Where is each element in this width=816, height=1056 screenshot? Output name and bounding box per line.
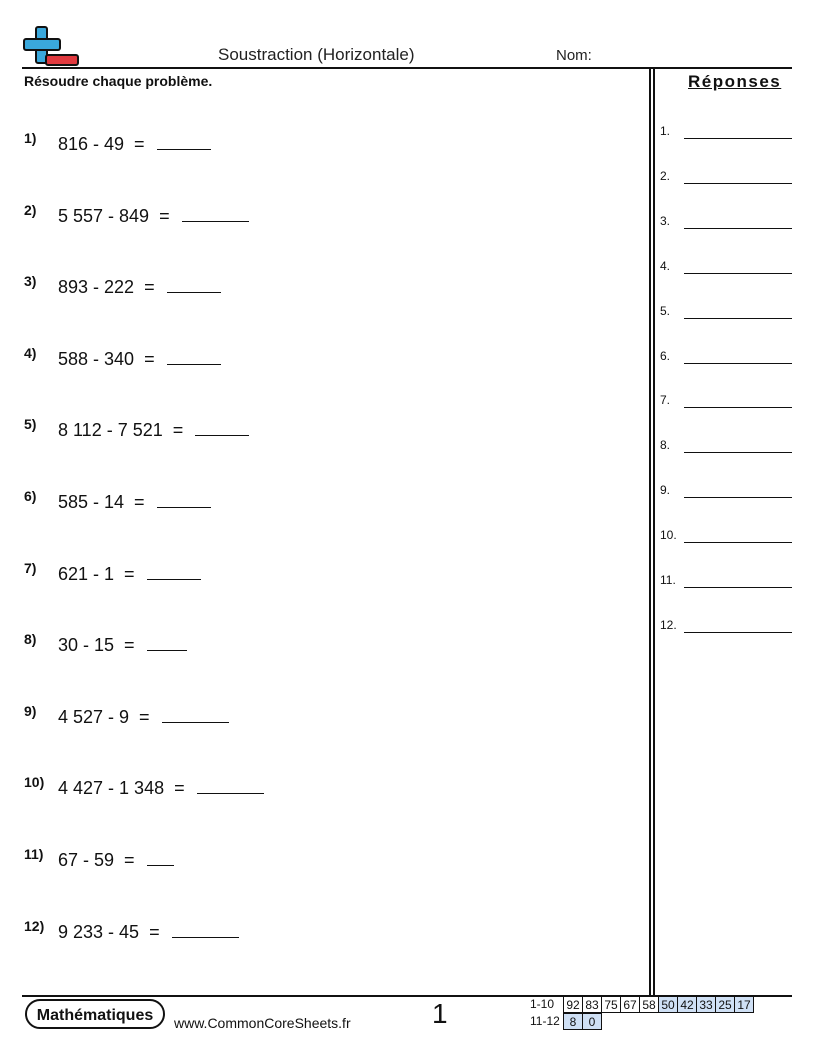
answer-line[interactable] bbox=[684, 542, 792, 543]
answer-label: 1. bbox=[660, 124, 671, 138]
answer-label: 3. bbox=[660, 214, 671, 228]
answer-label: 5. bbox=[660, 304, 671, 318]
score-key-cell: 33 bbox=[696, 996, 716, 1013]
answer-row-12 bbox=[660, 618, 792, 638]
problem-10 bbox=[24, 774, 624, 804]
problem-expression-wrap bbox=[58, 707, 229, 728]
answers-title: Réponses bbox=[688, 72, 782, 91]
score-key-cell: 92 bbox=[563, 996, 583, 1013]
problem-expression: 816 - 49 = bbox=[58, 134, 145, 154]
answer-line[interactable] bbox=[684, 228, 792, 229]
answer-row-5 bbox=[660, 304, 792, 324]
column-divider-left bbox=[649, 67, 651, 997]
score-key-cell: 58 bbox=[639, 996, 659, 1013]
problem-number: 7) bbox=[24, 560, 37, 576]
answer-line[interactable] bbox=[684, 138, 792, 139]
answer-line[interactable] bbox=[684, 273, 792, 274]
answer-label: 9. bbox=[660, 483, 671, 497]
problem-8 bbox=[24, 631, 624, 661]
answer-line[interactable] bbox=[684, 183, 792, 184]
instructions: Résoudre chaque problème. bbox=[24, 73, 213, 89]
problem-expression: 588 - 340 = bbox=[58, 349, 155, 369]
problem-expression: 67 - 59 = bbox=[58, 850, 135, 870]
problem-expression-wrap bbox=[58, 349, 221, 370]
answer-blank[interactable] bbox=[147, 565, 201, 580]
problem-12 bbox=[24, 918, 624, 948]
problem-number: 4) bbox=[24, 345, 37, 361]
problem-expression: 893 - 222 = bbox=[58, 277, 155, 297]
problem-expression: 4 427 - 1 348 = bbox=[58, 778, 185, 798]
answer-row-2 bbox=[660, 169, 792, 189]
problem-expression: 9 233 - 45 = bbox=[58, 922, 160, 942]
problem-expression-wrap bbox=[58, 420, 249, 441]
answer-row-9 bbox=[660, 483, 792, 503]
answer-row-7 bbox=[660, 393, 792, 413]
answer-blank[interactable] bbox=[172, 923, 240, 938]
score-key-cell: 67 bbox=[620, 996, 640, 1013]
problem-7 bbox=[24, 560, 624, 590]
answer-line[interactable] bbox=[684, 318, 792, 319]
problem-expression: 5 557 - 849 = bbox=[58, 206, 170, 226]
answer-row-6 bbox=[660, 349, 792, 369]
problem-expression-wrap bbox=[58, 850, 174, 871]
answer-row-8 bbox=[660, 438, 792, 458]
problem-1 bbox=[24, 130, 624, 160]
problem-2 bbox=[24, 202, 624, 232]
answer-line[interactable] bbox=[684, 452, 792, 453]
score-key-label: 11-12 bbox=[530, 1014, 560, 1028]
problem-4 bbox=[24, 345, 624, 375]
answer-label: 12. bbox=[660, 618, 677, 632]
answer-label: 8. bbox=[660, 438, 671, 452]
problem-expression-wrap bbox=[58, 922, 239, 943]
problem-expression: 30 - 15 = bbox=[58, 635, 135, 655]
problem-expression: 585 - 14 = bbox=[58, 492, 145, 512]
answer-label: 2. bbox=[660, 169, 671, 183]
problem-11 bbox=[24, 846, 624, 876]
problem-expression: 4 527 - 9 = bbox=[58, 707, 150, 727]
score-key-cell: 42 bbox=[677, 996, 697, 1013]
site-url: www.CommonCoreSheets.fr bbox=[174, 1015, 351, 1031]
answer-row-11 bbox=[660, 573, 792, 593]
problem-number: 8) bbox=[24, 631, 37, 647]
problem-number: 10) bbox=[24, 774, 45, 790]
problem-expression: 8 112 - 7 521 = bbox=[58, 420, 184, 440]
problem-expression-wrap bbox=[58, 778, 264, 799]
answer-blank[interactable] bbox=[157, 135, 211, 150]
answer-label: 7. bbox=[660, 393, 671, 407]
answer-row-1 bbox=[660, 124, 792, 144]
problem-number: 12) bbox=[24, 918, 45, 934]
problem-5 bbox=[24, 416, 624, 446]
problem-expression-wrap bbox=[58, 277, 221, 298]
score-key-cell: 50 bbox=[658, 996, 678, 1013]
worksheet-title: Soustraction (Horizontale) bbox=[218, 45, 415, 64]
answer-blank[interactable] bbox=[147, 636, 188, 651]
problem-number: 11) bbox=[24, 846, 44, 862]
answer-line[interactable] bbox=[684, 497, 792, 498]
answer-blank[interactable] bbox=[197, 779, 265, 794]
score-key-label: 1-10 bbox=[530, 997, 555, 1011]
problem-expression-wrap bbox=[58, 492, 211, 513]
problem-9 bbox=[24, 703, 624, 733]
score-key-row bbox=[530, 996, 754, 1013]
score-key-cell: 25 bbox=[715, 996, 735, 1013]
answer-label: 4. bbox=[660, 259, 671, 273]
problem-number: 1) bbox=[24, 130, 37, 146]
plus-minus-logo-icon bbox=[22, 25, 80, 67]
problem-expression: 621 - 1 = bbox=[58, 564, 135, 584]
problem-6 bbox=[24, 488, 624, 518]
problem-number: 3) bbox=[24, 273, 37, 289]
answer-line[interactable] bbox=[684, 363, 792, 364]
score-key-table bbox=[530, 996, 754, 1030]
answer-blank[interactable] bbox=[147, 851, 174, 866]
problem-expression-wrap bbox=[58, 635, 187, 656]
score-key-cell: 75 bbox=[601, 996, 621, 1013]
answer-blank[interactable] bbox=[162, 708, 230, 723]
problem-number: 2) bbox=[24, 202, 37, 218]
answer-line[interactable] bbox=[684, 407, 792, 408]
answer-line[interactable] bbox=[684, 587, 792, 588]
answer-blank[interactable] bbox=[167, 278, 221, 293]
answer-row-10 bbox=[660, 528, 792, 548]
header-divider bbox=[22, 67, 792, 69]
subject-badge: Mathématiques bbox=[25, 999, 165, 1029]
problem-number: 6) bbox=[24, 488, 37, 504]
answer-label: 11. bbox=[660, 573, 676, 587]
problem-3 bbox=[24, 273, 624, 303]
page-number: 1 bbox=[432, 998, 448, 1029]
score-key-cell: 0 bbox=[582, 1013, 602, 1030]
answer-blank[interactable] bbox=[195, 421, 249, 436]
problem-expression-wrap bbox=[58, 206, 249, 227]
problem-expression-wrap bbox=[58, 134, 211, 155]
column-divider-right bbox=[653, 67, 655, 997]
name-label: Nom: bbox=[556, 47, 592, 64]
answer-blank[interactable] bbox=[157, 493, 211, 508]
score-key-cell: 17 bbox=[734, 996, 754, 1013]
answer-label: 10. bbox=[660, 528, 677, 542]
answer-row-3 bbox=[660, 214, 792, 234]
score-key-row bbox=[530, 1013, 754, 1030]
answer-blank[interactable] bbox=[167, 350, 221, 365]
answer-blank[interactable] bbox=[182, 207, 250, 222]
problem-number: 9) bbox=[24, 703, 37, 719]
score-key-cell: 83 bbox=[582, 996, 602, 1013]
score-key-cell: 8 bbox=[563, 1013, 583, 1030]
problem-expression-wrap bbox=[58, 564, 201, 585]
answer-line[interactable] bbox=[684, 632, 792, 633]
answer-row-4 bbox=[660, 259, 792, 279]
answer-label: 6. bbox=[660, 349, 671, 363]
problem-number: 5) bbox=[24, 416, 37, 432]
